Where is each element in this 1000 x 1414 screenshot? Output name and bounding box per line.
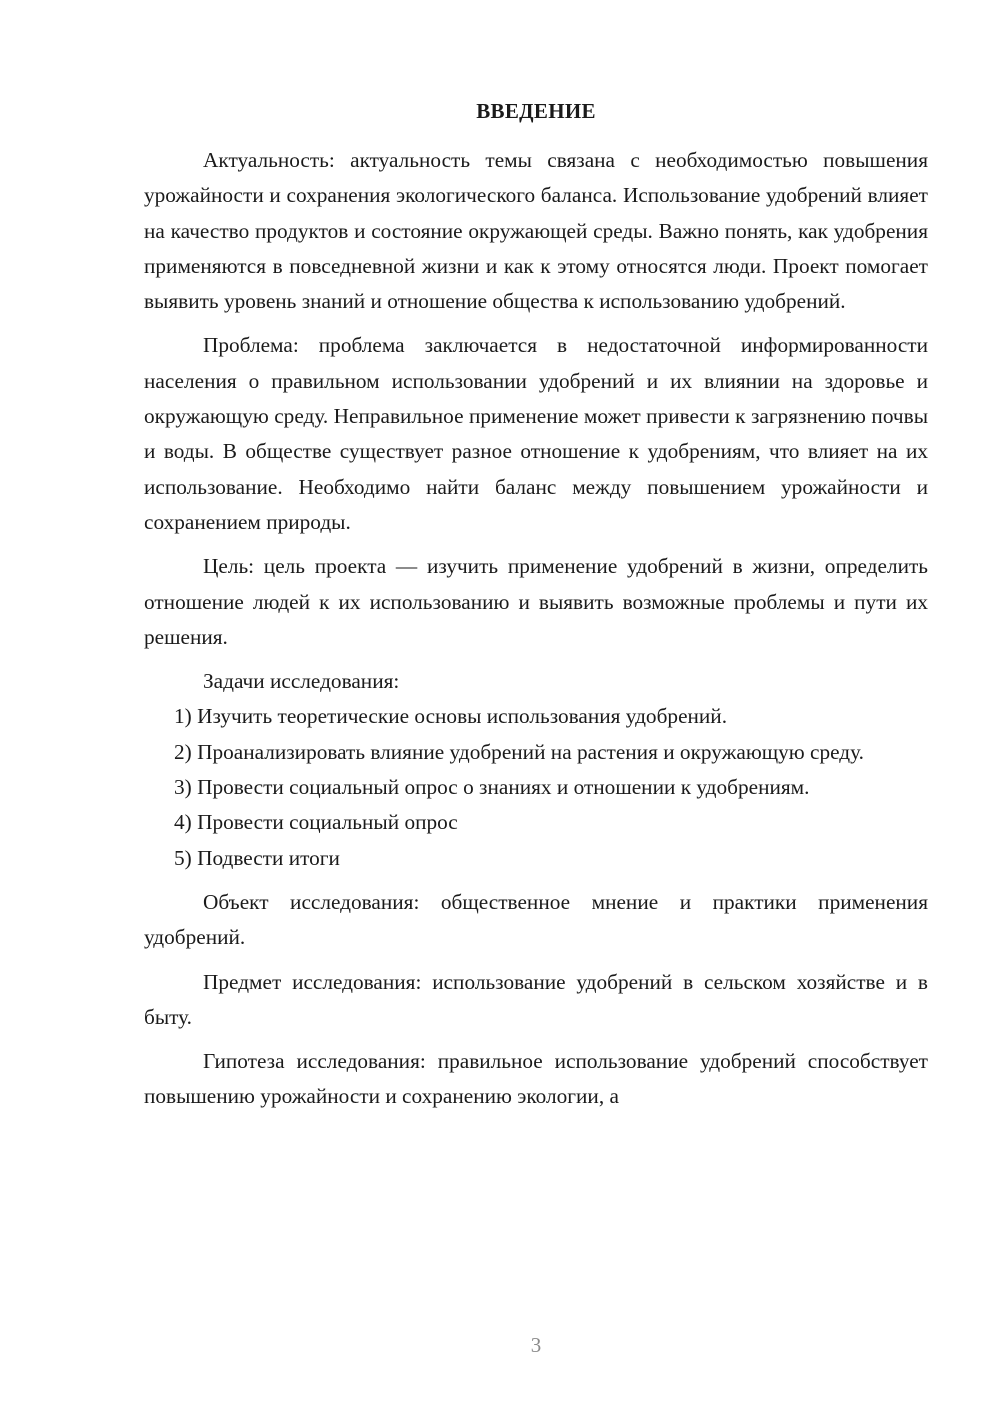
goal-paragraph: Цель: цель проекта — изучить применение удобрений в жизни, определить отношение людей к их использованию и выявить возможные проблемы и пути их решения. xyxy=(144,554,928,649)
subject-paragraph: Предмет исследования: использование удобрений в сельском хозяйстве и в быту. xyxy=(144,969,928,1029)
page-number: 3 xyxy=(530,1333,542,1357)
problem-paragraph: Проблема: проблема заключается в недостаточной информированности населения о правильном использовании удобрений и их влиянии на здоровье и окружающую среду. Неправильное применение может привести к загрязнению почвы и воды. В обществе существует разное отношение к удобрениям, что влияет на их использование. Необходимо найти баланс между повышением урожайности и сохранением природы. xyxy=(144,333,928,534)
list-item: 1) Изучить теоретические основы использования удобрений. xyxy=(174,704,728,729)
tasks-heading: Задачи исследования: xyxy=(203,669,400,694)
hypothesis-paragraph: Гипотеза исследования: правильное использование удобрений способствует повышению урожайности и сохранению экологии, а xyxy=(144,1049,928,1109)
list-item: 2) Проанализировать влияние удобрений на растения и окружающую среду. xyxy=(174,739,864,764)
list-item: 5) Подвести итоги xyxy=(174,845,340,870)
relevance-paragraph: Актуальность: актуальность темы связана с необходимостью повышения урожайности и сохранения экологического баланса. Использование удобрений влияет на качество продуктов и состояние окружающей среды. Важно понять, как удобрения применяются в повседневной жизни и как к этому относятся люди. Проект помогает выявить уровень знаний и отношение общества к использованию удобрений. xyxy=(144,148,928,314)
object-paragraph: Объект исследования: общественное мнение и практики применения удобрений. xyxy=(144,889,928,950)
list-item: 4) Провести социальный опрос xyxy=(174,810,458,835)
document-page xyxy=(144,96,928,1115)
page-title: ВВЕДЕНИЕ xyxy=(476,99,596,123)
list-item: 3) Провести социальный опрос о знаниях и отношении к удобрениям. xyxy=(174,775,810,800)
